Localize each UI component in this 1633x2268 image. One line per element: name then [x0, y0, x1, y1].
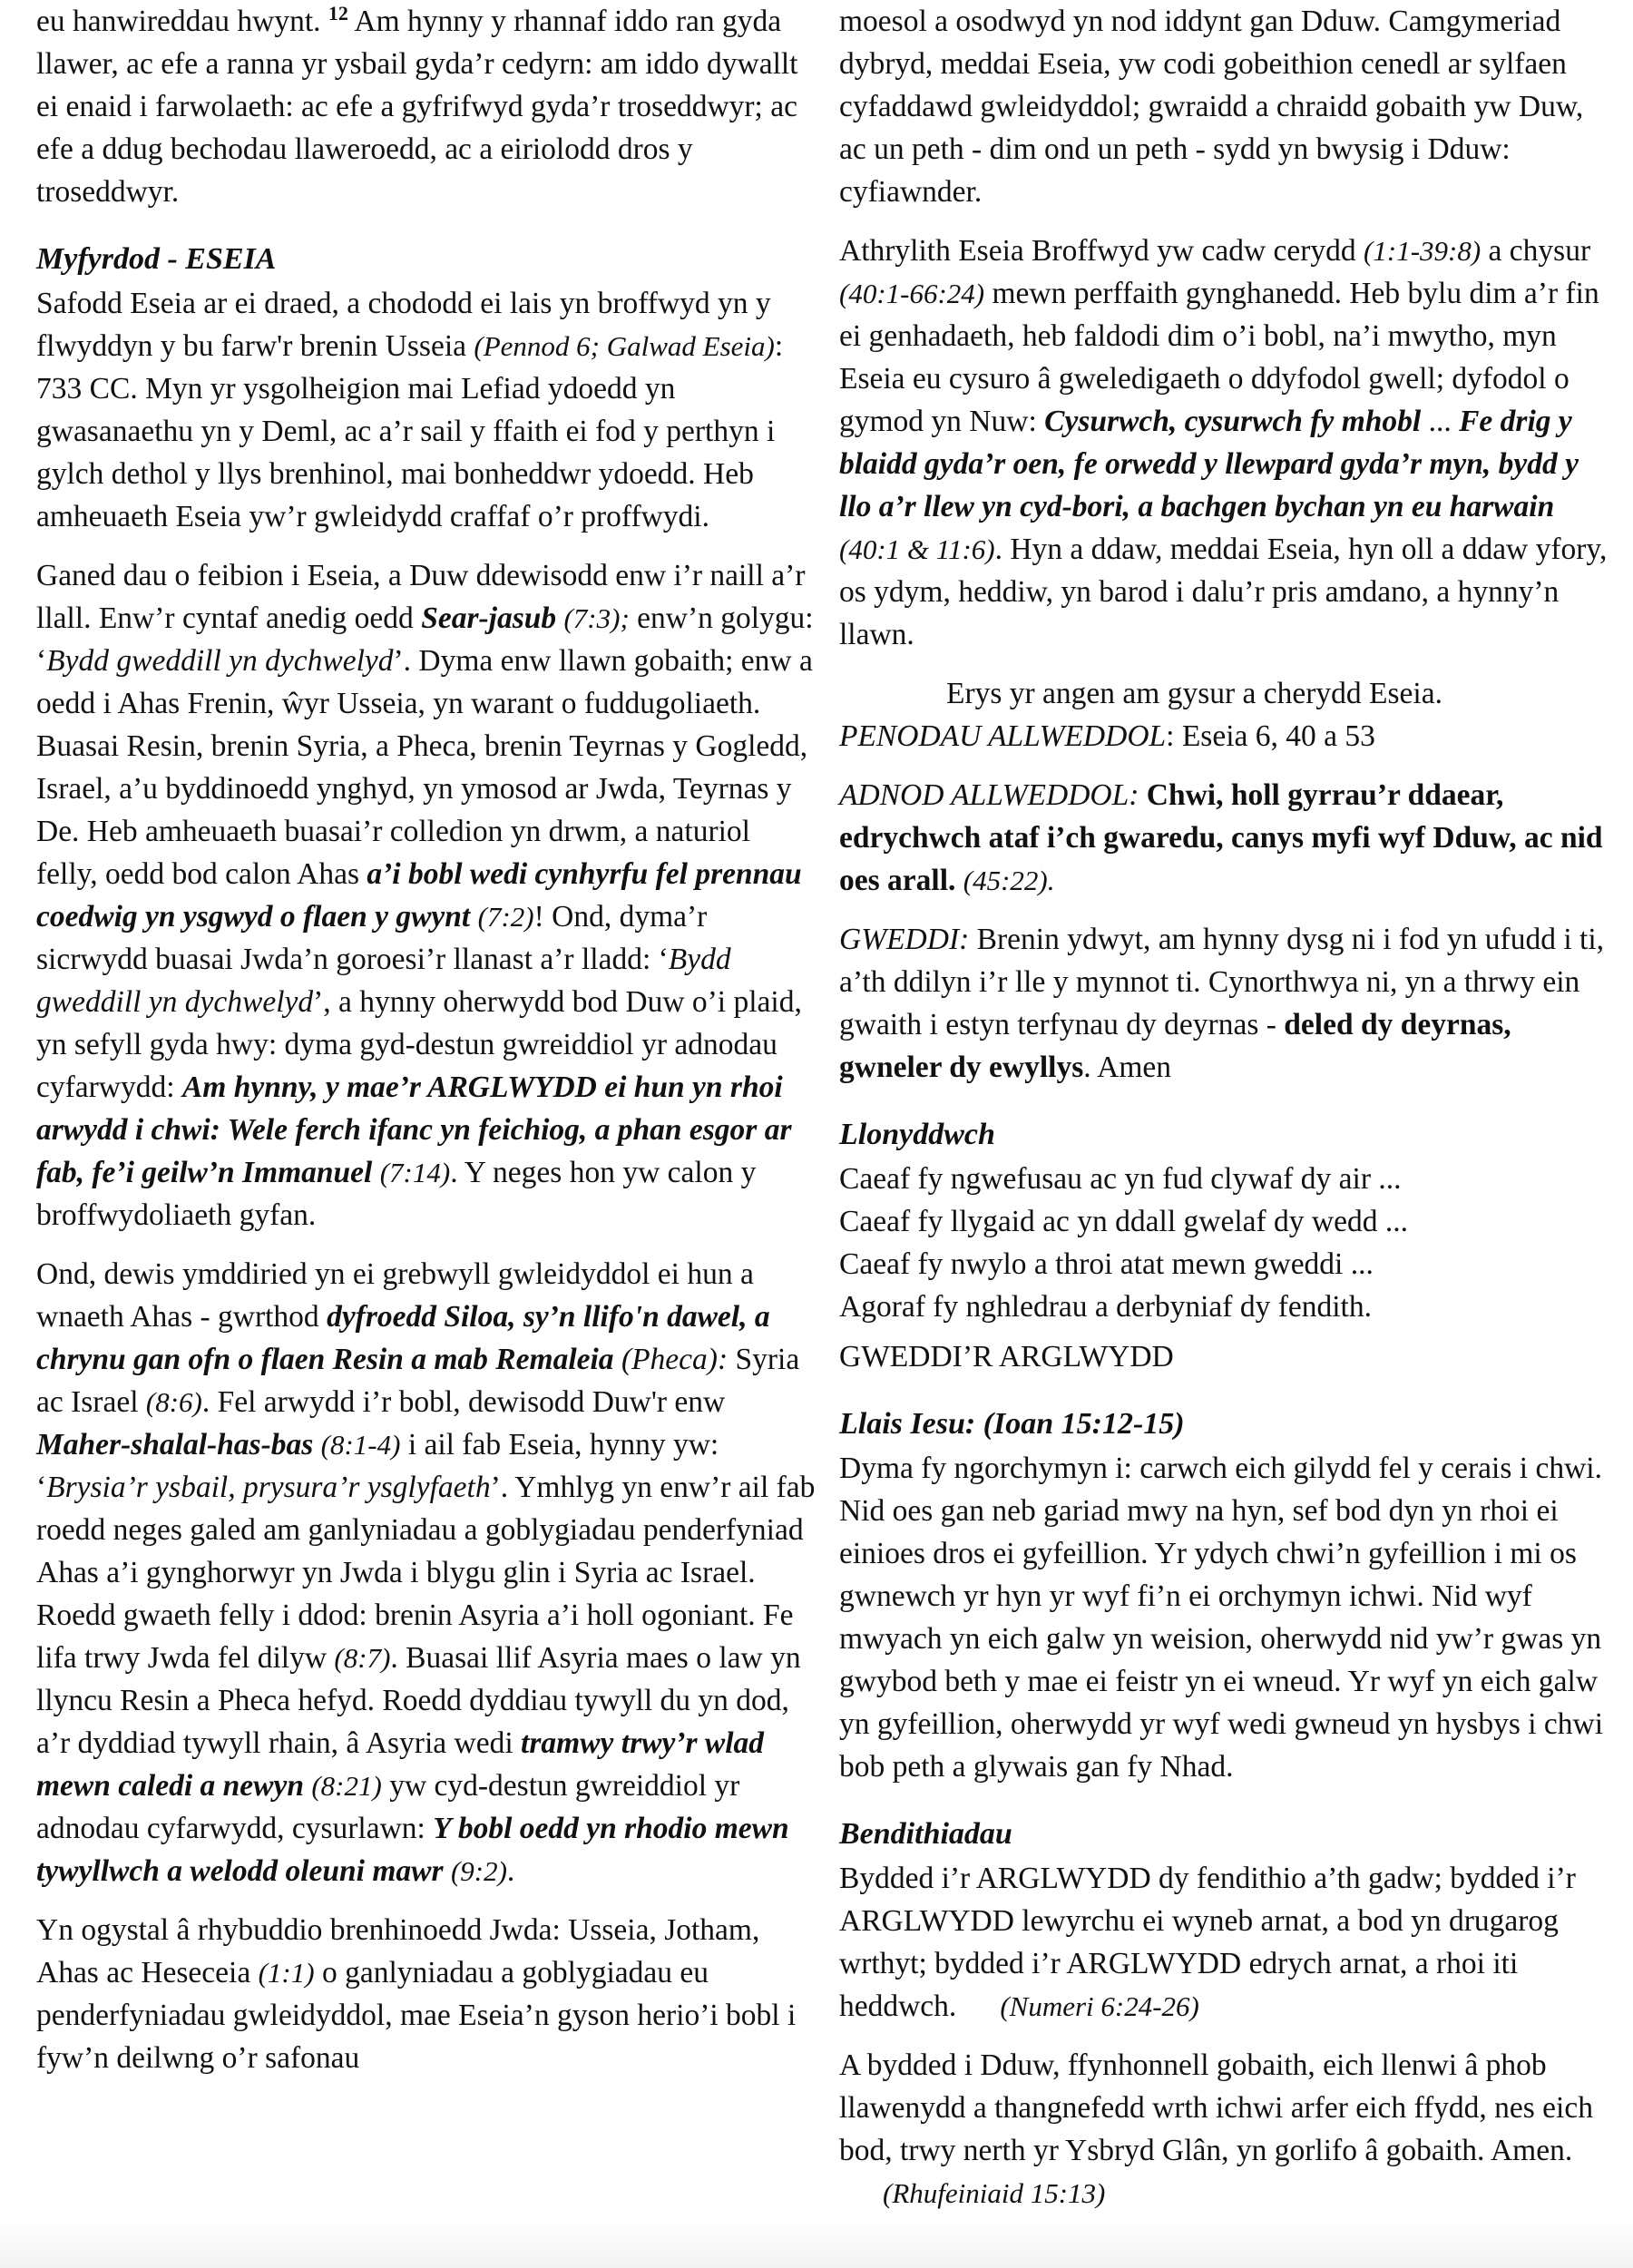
meditation-heading: Myfyrdod - ESEIA [36, 242, 277, 276]
meditation-closing-line: Erys yr angen am gysur a cherydd Eseia. [946, 677, 1442, 710]
stillness-heading: Llonyddwch [839, 1118, 995, 1151]
meditation-paragraph-4: Yn ogystal â rhybuddio brenhinoedd Jwda: Usseia, Jotham, Ahas ac Heseceia (1:1) o ganlyniadau a goblygiadau eu penderfyniadau gwleidyddol, mae Eseia’n gyson herio’i bobl i fyw’n deilwng o’r safonau [36, 1913, 797, 2075]
verse-number: 12 [328, 1, 348, 24]
meditation-continuation: moesol a osodwyd yn nod iddynt gan Dduw. Camgymeriad dybryd, meddai Eseia, yw codi gobeithion cenedl ar sylfaen cyfaddawd gwleidyddol; gwraidd a chraidd gobaith yw Duw, ac un peth - dim ond un peth - sydd yn bwysig i Dduw: cyfiawnder. [839, 5, 1584, 209]
key-verse: ADNOD ALLWEDDOL: Chwi, holl gyrrau’r ddaear, edrychwch ataf i’ch gwaredu, canys myfi wyf Dduw, ac nid oes arall. (45:22). [839, 778, 1603, 897]
meditation-paragraph-1: Safodd Eseia ar ei draed, a chododd ei lais yn broffwyd yn y flwyddyn y bu farw'r brenin Usseia (Pennod 6; Galwad Eseia): 733 CC. Myn yr ysgolheigion mai Lefiad ydoedd yn gwasanaethu yn y Deml, ac a’r sail y ffaith ei fod y perthyn i gylch dethol y llys brenhinol, mai bonheddwr ydoedd. Heb amheuaeth Eseia yw’r gwleidydd craffaf o’r proffwydi. [36, 287, 784, 533]
key-chapters: PENODAU ALLWEDDOL: Eseia 6, 40 a 53 [839, 719, 1375, 753]
voice-of-jesus-heading: Llais Iesu: (Ioan 15:12-15) [839, 1407, 1185, 1441]
poem-line: Caeaf fy ngwefusau ac yn fud clywaf dy air ... [839, 1162, 1402, 1196]
poem-line: Caeaf fy llygaid ac yn ddall gwelaf dy wedd ... [839, 1205, 1408, 1238]
voice-of-jesus-text: Dyma fy ngorchymyn i: carwch eich gilydd fel y cerais i chwi. Nid oes gan neb gariad mwy na hyn, sef bod dyn yn rhoi ei einioes dros ei gyfeillion. Yr ydych chwi’n gyfeillion i mi os gwnewch yr hyn yr wyf fi’n ei orchymyn ichwi. Nid wyf mwyach yn eich galw yn weision, oherwydd nid yw’r gwas yn gwybod beth y mae ei feistr yn ei wneud. Yr wyf yn eich galw yn gyfeillion, oherwydd yr wyf wedi gwneud yn hysbys i chwi bob peth a glywais gan fy Nhad. [839, 1452, 1604, 1784]
bottom-fade [0, 2217, 1633, 2268]
isaiah-53-continuation: eu hanwireddau hwynt. $^{12}$ Am hynny y rhannaf iddo ran gyda llawer, ac efe a ranna yr ysbail gyda’r cedyrn: am iddo dywallt ei enaid i farwolaeth: ac efe a gyfrifwyd gyda’r troseddwyr; ac efe a ddug bechodau llaweroedd, ac a eiriolodd dros y troseddwyr. [36, 1, 798, 209]
blessing-romans: A bydded i Dduw, ffynhonnell gobaith, eich llenwi â phob llawenydd a thangnefedd wrth ichwi arfer eich ffydd, nes eich bod, trwy nerth yr Ysbryd Glân, yn gorlifo â gobaith. Amen.(Rhufeiniaid 15:13) [839, 2048, 1593, 2209]
poem-line: Caeaf fy nwylo a throi atat mewn gweddi ... [839, 1247, 1374, 1281]
meditation-paragraph-3: Ond, dewis ymddiried yn ei grebwyll gwleidyddol ei hun a wnaeth Ahas - gwrthod dyfroedd Siloa, sy’n llifo'n dawel, a chrynu gan ofn o flaen Resin a mab Remaleia (Pheca): Syria ac Israel (8:6). Fel arwydd i’r bobl, dewisodd Duw'r enw Maher-shalal-has-bas (8:1-4) i ail fab Eseia, hynny yw: ‘Brysia’r ysbail, prysura’r ysglyfaeth’. Ymhlyg yn enw’r ail fab roedd neges galed am ganlyniadau a goblygiadau penderfyniad Ahas a’i gynghorwyr yn Jwda i blygu glin i Syria ac Israel. Roedd gwaeth felly i ddod: brenin Asyria a’i holl ogoniant. Fe lifa trwy Jwda fel dilyw (8:7). Buasai llif Asyria maes o law yn llyncu Resin a Pheca hefyd. Roedd dyddiau tywyll du yn dod, a’r dyddiad tywyll rhain, â Asyria wedi tramwy trwy’r wlad mewn caledi a newyn (8:21) yw cyd-destun gwreiddiol yr adnodau cyfarwydd, cysurlawn: Y bobl oedd yn rhodio mewn tywyllwch a welodd oleuni mawr (9:2). [36, 1257, 816, 1888]
meditation-paragraph-2: Ganed dau o feibion i Eseia, a Duw ddewisodd enw i’r naill a’r llall. Enw’r cyntaf anedig oedd Sear-jasub (7:3); enw’n golygu: ‘Bydd gweddill yn dychwelyd’. Dyma enw llawn gobaith; enw a oedd i Ahas Frenin, ŵyr Usseia, yn warant o fuddugoliaeth. Buasai Resin, brenin Syria, a Pheca, brenin Teyrnas y Gogledd, Israel, a’u byddinoedd ynghyd, yn ymosod ar Jwda, Teyrnas y De. Heb amheuaeth buasai’r colledion yn drwm, a naturiol felly, oedd bod calon Ahas a’i bobl wedi cynhyrfu fel prennau coedwig yn ysgwyd o flaen y gwynt (7:2)! Ond, dyma’r sicrwydd buasai Jwda’n goroesi’r llanast a’r lladd: ‘Bydd gweddill yn dychwelyd’, a hynny oherwydd bod Duw o’i plaid, yn sefyll gyda hwy: dyma gyd-destun gwreiddiol yr adnodau cyfarwydd: Am hynny, y mae’r ARGLWYDD ei hun yn rhoi arwydd i chwi: Wele ferch ifanc yn feichiog, a phan esgor ar fab, fe’i geilw’n Immanuel (7:14). Y neges hon yw calon y broffwydoliaeth gyfan. [36, 559, 814, 1232]
blessings-heading: Bendithiadau [839, 1817, 1012, 1851]
blessing-numbers: Bydded i’r ARGLWYDD dy fendithio a’th gadw; bydded i’r ARGLWYDD lewyrchu ei wyneb arnat, a bod yn drugarog wrthyt; bydded i’r ARGLWYDD edrych arnat, a rhoi iti heddwch. (Numeri 6:24-26) [839, 1862, 1576, 2023]
prayer-paragraph: GWEDDI: Brenin ydwyt, am hynny dysg ni i fod yn ufudd i ti, a’th ddilyn i’r lle y mynnot ti. Cynorthwya ni, yn a thrwy ein gwaith i estyn terfynau dy deyrnas - deled dy deyrnas, gwneler dy ewyllys. Amen [839, 923, 1605, 1084]
stillness-poem [839, 1158, 1610, 1328]
lords-prayer-label: GWEDDI’R ARGLWYDD [839, 1340, 1174, 1374]
right-column [839, 0, 1610, 2231]
poem-line: Agoraf fy nghledrau a derbyniaf dy fendith. [839, 1290, 1372, 1324]
left-column [36, 0, 816, 2096]
meditation-paragraph-5: Athrylith Eseia Broffwyd yw cadw cerydd (1:1-39:8) a chysur (40:1-66:24) mewn perffaith gynghanedd. Heb bylu dim a’r fin ei genhadaeth, heb faldodi dim o’i bobl, na’i mwytho, myn Eseia eu cysuro â gweledigaeth o ddyfodol gwell; dyfodol o gymod yn Nuw: Cysurwch, cysurwch fy mhobl ... Fe drig y blaidd gyda’r oen, fe orwedd y llewpard gyda’r myn, bydd y llo a’r llew yn cyd-bori, a bachgen bychan yn eu harwain (40:1 & 11:6). Hyn a ddaw, meddai Eseia, hyn oll a ddaw yfory, os ydym, heddiw, yn barod i dalu’r pris amdano, a hynny’n llawn. [839, 234, 1608, 651]
